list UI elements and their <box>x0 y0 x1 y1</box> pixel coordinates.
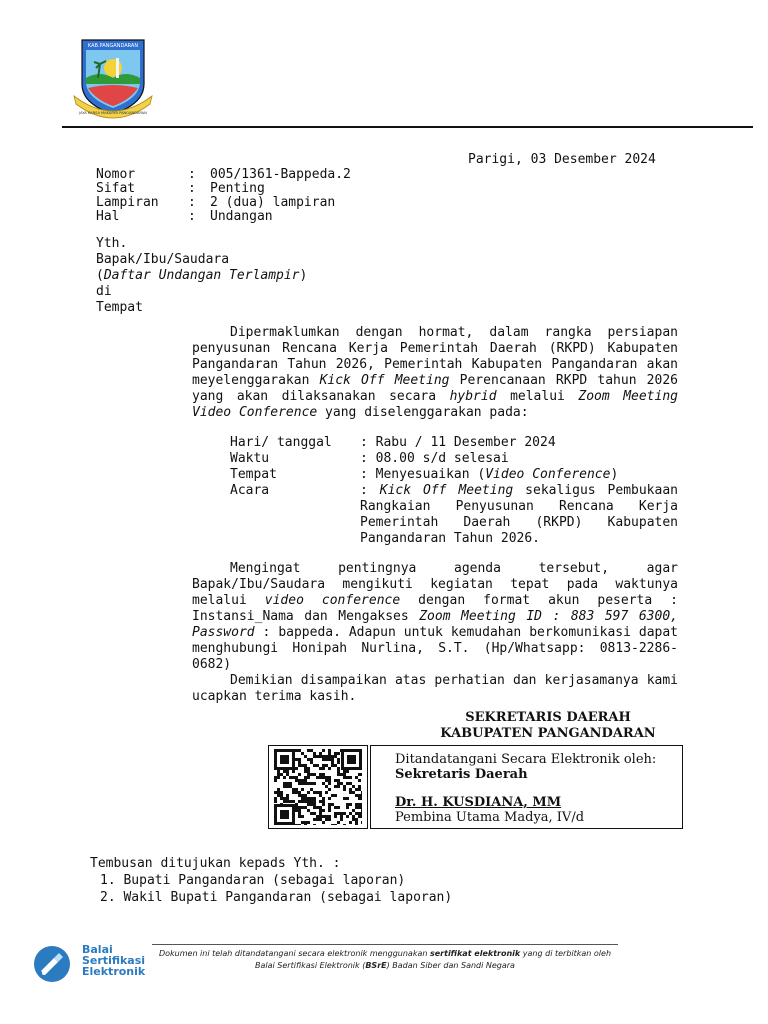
recipient-line <box>96 268 307 284</box>
bsre-line: Balai <box>82 943 113 956</box>
text: Dipermaklumkan dengan hormat, dalam rangka persiapan penyusunan Rencana Kerja Pemerintah Daerah (RKPD) Kabupaten Pangandaran Tahun 2026, Pemerintah Kabupaten Pangandaran akan meyelenggarakan <box>192 325 678 388</box>
cc-item: 1. Bupati Pangandaran (sebagai laporan) <box>100 873 406 888</box>
meta-label: Lampiran <box>96 195 159 210</box>
recipient-line: Bapak/Ibu/Saudara <box>96 252 230 267</box>
detail-value: : Rabu / 11 Desember 2024 <box>360 435 556 450</box>
recipient-line: Yth. <box>96 236 128 251</box>
detail-label: Hari/ tanggal <box>230 435 332 450</box>
regency-emblem-logo <box>70 34 156 120</box>
italic-text: Kick Off Meeting <box>319 373 450 388</box>
detail-label: Acara <box>230 483 270 498</box>
signer-position: Sekretaris Daerah <box>395 767 528 782</box>
bsre-line: Sertifikasi <box>82 954 146 967</box>
letter-date: Parigi, 03 Desember 2024 <box>468 152 656 167</box>
body-paragraph-2 <box>192 561 678 705</box>
text: yang diselenggarakan pada: <box>317 405 529 420</box>
recipient-line: Tempat <box>96 300 143 315</box>
text: sekaligus Pembukaan Rangkaian Penyusunan Rencana Kerja Pemerintah Daerah (RKPD) Kabupaten Pangandaran Tahun 2026. <box>360 483 678 546</box>
detail-label: Waktu <box>230 451 270 466</box>
bold-text: sertifikat elektronik <box>429 949 521 958</box>
italic-text: video conference <box>264 593 401 608</box>
text: : Menyesuaikan ( <box>360 467 486 482</box>
italic-text: Zoom Meeting ID : 883 597 6300, Password <box>192 609 678 640</box>
recipient-block <box>96 236 307 316</box>
detail-value <box>360 467 678 483</box>
signatory-office: KABUPATEN PANGANDARAN <box>440 726 656 741</box>
detail-label: Tempat <box>230 467 277 482</box>
meta-colon: : <box>188 209 196 224</box>
signed-by-label: Ditandatangani Secara Elektronik oleh: <box>395 752 657 767</box>
text: yang di terbitkan oleh <box>520 949 612 958</box>
text: dengan format akun peserta : Instansi_Nama dan Mengakses <box>192 593 678 624</box>
italic-text: Kick Off Meeting <box>379 483 514 498</box>
closing-paragraph: Demikian disampaikan atas perhatian dan kerjasamanya kami ucapkan terima kasih. <box>192 673 678 704</box>
text: : bappeda. Adapun untuk kemudahan berkomunikasi dapat menghubungi Honipah Nurlina, S.T. (Hp/Whatsapp: 0813-2286-0682) <box>192 625 678 672</box>
signatory-title: SEKRETARIS DAERAH <box>465 710 631 725</box>
signer-rank: Pembina Utama Madya, IV/d <box>395 810 585 825</box>
meta-value: 005/1361-Bappeda.2 <box>210 167 351 182</box>
detail-value <box>360 483 678 547</box>
attached-list-text: Daftar Undangan Terlampir <box>103 268 300 283</box>
detail-value: : 08.00 s/d selesai <box>360 451 509 466</box>
bsre-brand-text <box>82 944 145 977</box>
meta-value: Undangan <box>210 209 273 224</box>
meta-label: Nomor <box>96 167 136 182</box>
text: Dokumen ini telah ditandatangani secara elektronik menggunakan <box>158 949 430 958</box>
italic-text: Video Conference <box>485 467 611 482</box>
text: Mengingat pentingnya agenda tersebut, agar Bapak/Ibu/Saudara mengikuti kegiatan tepat pada waktunya melalui <box>192 561 678 608</box>
meta-value: Penting <box>210 181 265 196</box>
meta-colon: : <box>188 167 196 182</box>
paren-open: ( <box>96 268 104 283</box>
bold-text: BSrE <box>365 961 387 970</box>
recipient-line: di <box>96 284 112 299</box>
paren-close: ) <box>299 268 308 283</box>
cc-block <box>90 856 452 907</box>
text: Balai Sertifikasi Elektronik ( <box>255 961 366 970</box>
e-signature-box <box>370 745 683 829</box>
signer-name: Dr. H. KUSDIANA, MM <box>395 795 562 810</box>
footer-note <box>148 948 622 972</box>
bsre-logo-icon <box>32 944 72 984</box>
logo-ribbon-text: JAYA KARSA MAKARYA PANGANDARAN <box>79 111 147 115</box>
text: ) Badan Siber dan Sandi Negara <box>386 961 515 970</box>
text: Perencanaan RKPD tahun 2026 yang akan dilaksanakan secara <box>192 373 678 404</box>
logo-top-text: KAB.PANGANDARAN <box>87 43 139 49</box>
meta-label: Hal <box>96 209 120 224</box>
qr-code-box <box>268 745 368 829</box>
cc-item: 2. Wakil Bupati Pangandaran (sebagai laporan) <box>100 890 453 905</box>
meta-colon: : <box>188 181 196 196</box>
cc-heading: Tembusan ditujukan kepads Yth. : <box>90 856 341 871</box>
meta-colon: : <box>188 195 196 210</box>
letterhead-divider <box>62 126 753 128</box>
text: melalui <box>496 389 579 404</box>
italic-text: Zoom Meeting Video Conference <box>192 389 678 420</box>
text: : <box>360 483 380 498</box>
meta-value: 2 (dua) lampiran <box>210 195 336 210</box>
text: ) <box>610 467 619 482</box>
qr-code <box>274 749 362 825</box>
footer-divider <box>152 944 618 945</box>
body-paragraph-1 <box>192 325 678 421</box>
italic-text: hybrid <box>449 389 497 404</box>
bsre-line: Elektronik <box>82 965 146 978</box>
meta-label: Sifat <box>96 181 136 196</box>
